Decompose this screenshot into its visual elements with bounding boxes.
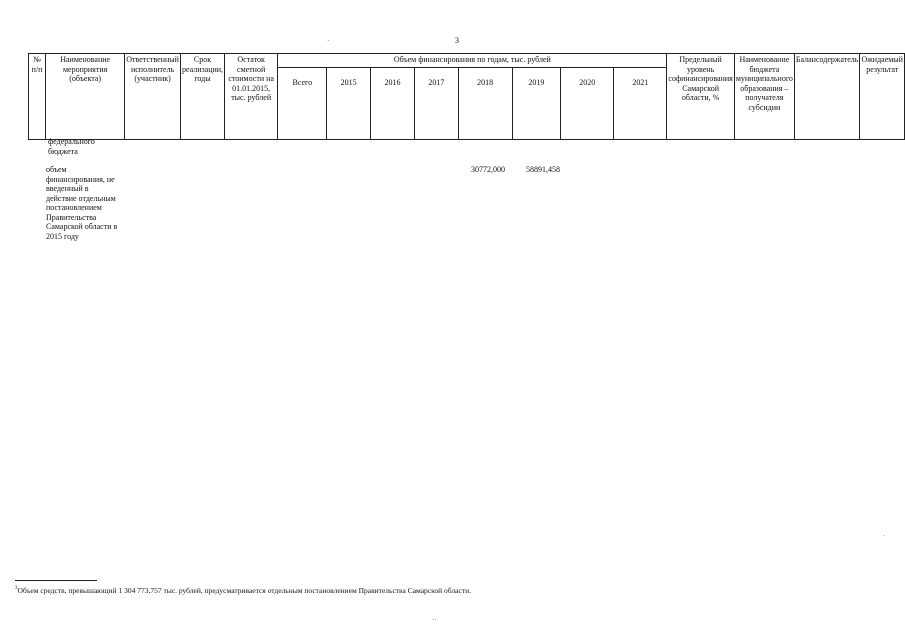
col-year-2016: 2016 [370, 68, 414, 140]
col-name: Наименование мероприятия (объекта) [46, 54, 125, 140]
col-year-2017: 2017 [415, 68, 458, 140]
col-result: Ожидаемый результат [860, 54, 905, 140]
col-responsible: Ответственный исполнитель (участник) [125, 54, 181, 140]
col-year-total: Всего [278, 68, 327, 140]
header-table [28, 53, 905, 140]
col-remainder: Остаток сметной стоимости на 01.01.2015, тыс. рублей [225, 54, 278, 140]
col-year-2021: 2021 [614, 68, 667, 140]
scan-speck: ·· [432, 616, 437, 624]
scan-speck: · [327, 37, 330, 45]
col-cofinancing: Предельный уровень софинансирования Самарской области, % [667, 54, 734, 140]
col-year-2020: 2020 [561, 68, 614, 140]
col-year-2018: 2018 [458, 68, 512, 140]
footnote [15, 586, 471, 595]
col-funding-group: Объем финансирования по годам, тыс. рублей [278, 54, 667, 68]
col-term: Срок реализации, годы [180, 54, 224, 140]
footnote-separator [15, 580, 97, 581]
col-holder: Балансодержатель [794, 54, 860, 140]
federal-budget-text: федерального бюджета [48, 137, 95, 156]
footnote-text: Объем средств, превышающий 1 304 773,757 тыс. рублей, предусматривается отдельным постановлением Правительства Самарской области. [17, 586, 471, 595]
page-number: 3 [455, 36, 459, 45]
scan-speck: · [883, 532, 886, 540]
col-year-2019: 2019 [512, 68, 561, 140]
volume-not-enacted-text: объем финансирования, не введенный в действие отдельным постановлением Правительства Самарской области в 2015 году [46, 165, 118, 241]
col-budget-name: Наименование бюджета муниципального образования – получателя субсидии [734, 54, 794, 140]
footnote-mark: 3 [15, 586, 18, 591]
col-year-2015: 2015 [327, 68, 370, 140]
value-2019: 58891,458 [526, 165, 560, 174]
col-number: № п/п [29, 54, 46, 140]
value-2018: 30772,000 [471, 165, 505, 174]
